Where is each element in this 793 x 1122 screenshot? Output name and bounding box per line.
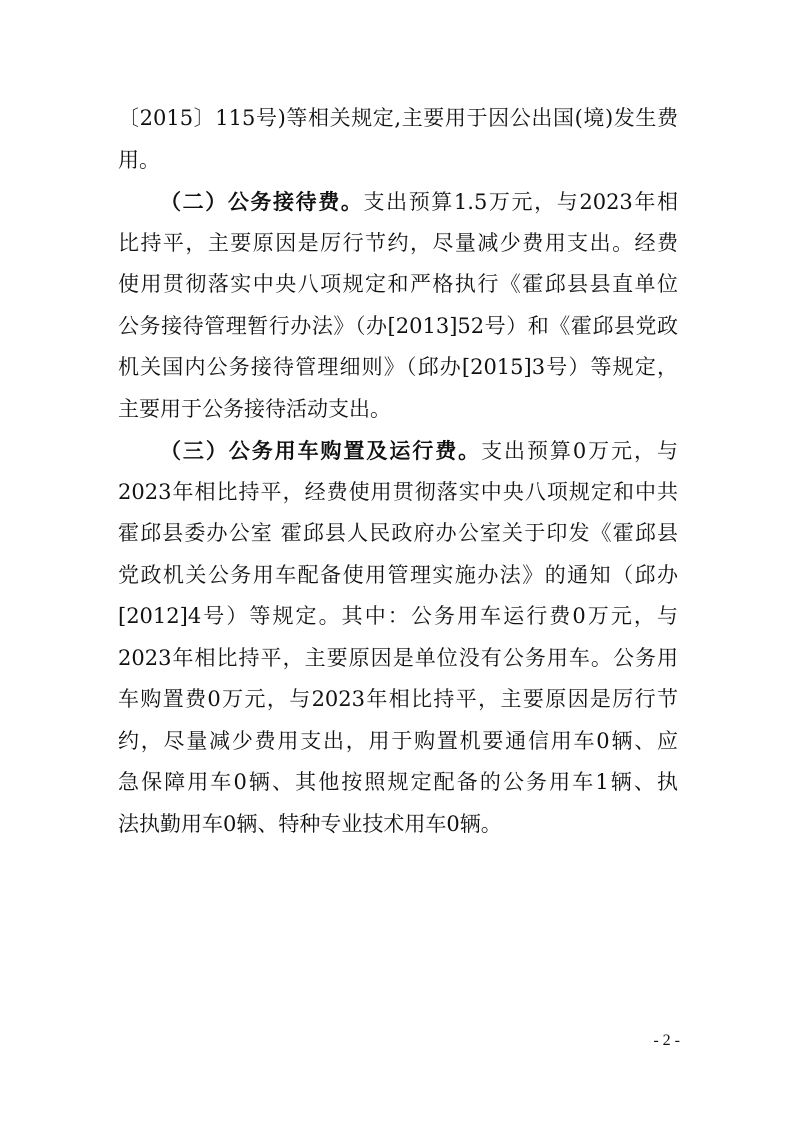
text-line: 2023年相比持平，经费使用贯彻落实中央八项规定和中共 (118, 479, 678, 504)
text-line: 机关国内公务接待管理细则》（邱办[2015]3号）等规定， (118, 355, 678, 379)
text-line: 党政机关公务用车配备使用管理实施办法》的通知（邱办 (118, 562, 678, 587)
document-body (118, 98, 678, 845)
section-heading: （二）公务接待费。 (160, 189, 364, 214)
text-line: 急保障用车0辆、其他按照规定配备的公务用车1辆、执 (118, 770, 678, 794)
section-heading: （三）公务用车购置及运行费。 (160, 438, 482, 463)
paragraph-official-reception (118, 181, 678, 430)
text-line: 霍邱县委办公室 霍邱县人民政府办公室关于印发《霍邱县 (118, 521, 678, 545)
text-line: 约，尽量减少费用支出，用于购置机要通信用车0辆、应 (118, 728, 678, 753)
text-line: 法执勤用车0辆、特种专业技术用车0辆。 (118, 811, 502, 836)
text-line: 使用贯彻落实中央八项规定和严格执行《霍邱县县直单位 (118, 272, 678, 296)
text-line: 用。 (118, 147, 160, 172)
text-span: 支出预算0万元，与 (481, 439, 678, 463)
text-line: 车购置费0万元，与2023年相比持平，主要原因是厉行节 (118, 687, 678, 711)
text-line (118, 181, 678, 223)
text-line (118, 430, 678, 472)
text-line: 比持平，主要原因是厉行节约，尽量减少费用支出。经费 (118, 230, 678, 255)
text-line: 2023年相比持平，主要原因是单位没有公务用车。公务用 (118, 645, 678, 670)
paragraph-official-vehicles (118, 430, 678, 845)
page-number: - 2 - (653, 1032, 680, 1049)
paragraph-foreign-travel-tail (118, 98, 678, 181)
text-line: [2012]4号）等规定。其中：公务用车运行费0万元，与 (118, 604, 678, 628)
text-span: 支出预算1.5万元，与2023年相 (363, 190, 679, 214)
text-line: 公务接待管理暂行办法》（办[2013]52号）和《霍邱县党政 (118, 313, 678, 338)
text-line: 主要用于公务接待活动支出。 (118, 396, 391, 421)
text-line: 〔2015〕115号)等相关规定,主要用于因公出国(境)发生费 (118, 106, 678, 130)
